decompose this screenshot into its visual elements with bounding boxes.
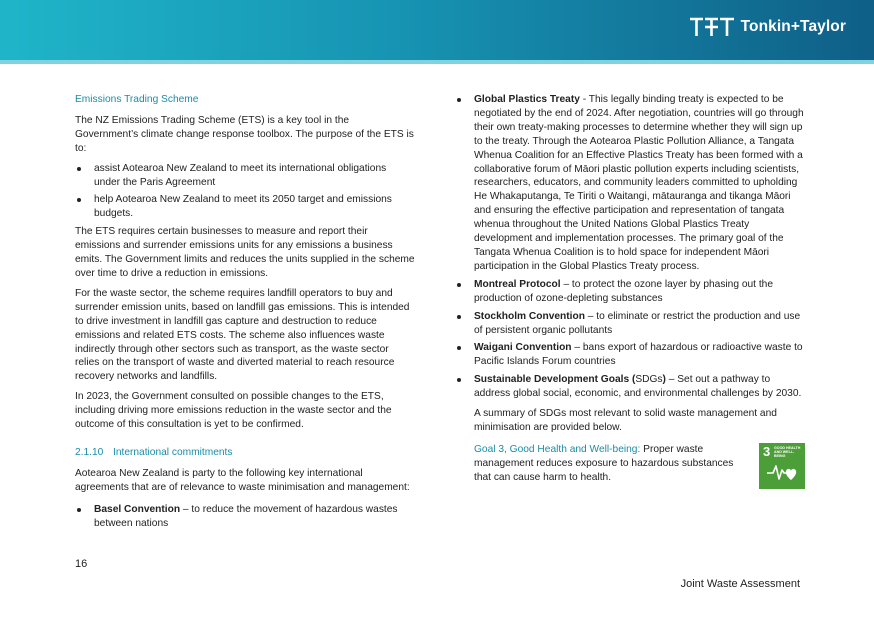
- ets-heading: Emissions Trading Scheme: [75, 94, 199, 105]
- list-item: Basel Convention – to reduce the movement of hazardous wastes between nations: [75, 503, 415, 531]
- list-item: Global Plastics Treaty - This legally binding treaty is expected to be negotiated by the end of 2024. After negotiation, countries will go through their own treaty-making processes to determine whether they will sign up to the treaty. Through the Aotearoa Plastic Pollution Alliance, a Tangata Whenua Coalition for an Effective Plastics Treaty has been formed with a collaborative forum of Māori plastic pollution experts including scientists, researchers, educators, and community leaders committed to upholding He Whakaputanga, Te Tiriti o Waitangi, mātauranga and tikanga Māori and ensuring the effective participation and representation of tangata whenua throughout the United Nations Global Plastics Treaty development and implementation processes. The primary goal of the Tangata Whenua Coalition is to hold space for independent Māori participation in the Global Plastics Treaty process.: [455, 93, 805, 274]
- sdg-caption: GOOD HEALTH AND WELL-BEING: [774, 445, 801, 459]
- page-number: 16: [75, 558, 88, 570]
- tonkin-taylor-logo-icon: [689, 16, 735, 38]
- intl-bullet-list: [75, 503, 415, 531]
- ets-waste-paragraph: For the waste sector, the scheme requires landfill operators to buy and surrender emission units, based on landfill gas emissions. This is intended to drive investment in landfill gas capture and destruction to reduce emissions and related ETS costs. The scheme also influences waste indirectly through other sectors such as transport, as the waste sector relies on the transport of waste and diverted material to reach resource recovery networks and landfills.: [75, 287, 410, 383]
- left-column: [75, 93, 415, 534]
- brand-name: Tonkin+Taylor: [740, 18, 846, 35]
- ets-requires-paragraph: The ETS requires certain businesses to measure and report their emissions and surrender emissions units for any emissions a business emits. The Government limits and reduces the units supplied in the scheme over time to drive a reduction in emissions.: [75, 226, 415, 279]
- ets-2023-paragraph: In 2023, the Government consulted on possible changes to the ETS, including driving more emissions reduction in the waste sector and the outcome of this consultation is yet to be confirmed.: [75, 391, 392, 431]
- list-item: Waigani Convention – bans export of hazardous or radioactive waste to Pacific Islands Forum countries: [455, 341, 805, 369]
- ets-bullet-list: [75, 162, 415, 222]
- treaty-bullet-list: [455, 93, 805, 401]
- bullet-icon: [457, 283, 461, 287]
- sdg-number: 3: [763, 443, 771, 459]
- list-item: Stockholm Convention – to eliminate or restrict the production and use of persistent organic pollutants: [455, 310, 805, 338]
- brand: [689, 16, 846, 38]
- right-column: [455, 93, 805, 489]
- section-heading: [75, 446, 415, 460]
- goal-3-label: Goal 3, Good Health and Well-being:: [474, 443, 641, 455]
- bullet-icon: [77, 198, 81, 202]
- sdg-summary: A summary of SDGs most relevant to solid waste management and minimisation are provided below.: [474, 408, 777, 433]
- bullet-icon: [77, 508, 81, 512]
- heartbeat-heart-icon: [766, 460, 799, 484]
- basel-title: Basel Convention: [94, 503, 181, 515]
- goal-3-row: [455, 443, 805, 489]
- list-item: Sustainable Development Goals (SDGs) – Set out a pathway to address global social, economic, and environmental challenges by 2030.: [455, 373, 805, 401]
- bullet-icon: [457, 378, 461, 382]
- list-item: assist Aotearoa New Zealand to meet its international obligations under the Paris Agreement: [75, 162, 415, 190]
- bullet-icon: [457, 98, 461, 102]
- list-item: Montreal Protocol – to protect the ozone layer by phasing out the production of ozone-depleting substances: [455, 278, 805, 306]
- bullet-icon: [457, 346, 461, 350]
- header-rule: [0, 60, 874, 64]
- bullet-icon: [457, 315, 461, 319]
- ets-intro: The NZ Emissions Trading Scheme (ETS) is a key tool in the Government’s climate change response toolbox. The purpose of the ETS is to:: [75, 114, 414, 154]
- goal-3-text: Goal 3, Good Health and Well-being: Proper waste management reduces exposure to hazardous substances that can cause harm to health.: [474, 443, 734, 483]
- sdg-3-tile: [759, 443, 805, 489]
- section-title: International commitments: [113, 446, 233, 458]
- section-number: 2.1.10: [75, 446, 104, 458]
- list-item: help Aotearoa New Zealand to meet its 2050 target and emissions budgets.: [75, 193, 415, 221]
- intl-intro: Aotearoa New Zealand is party to the following key international agreements that are of relevance to waste minimisation and management:: [75, 467, 410, 493]
- footer-doc-title: Joint Waste Assessment: [680, 578, 800, 590]
- bullet-icon: [77, 167, 81, 171]
- header-band: [0, 0, 874, 60]
